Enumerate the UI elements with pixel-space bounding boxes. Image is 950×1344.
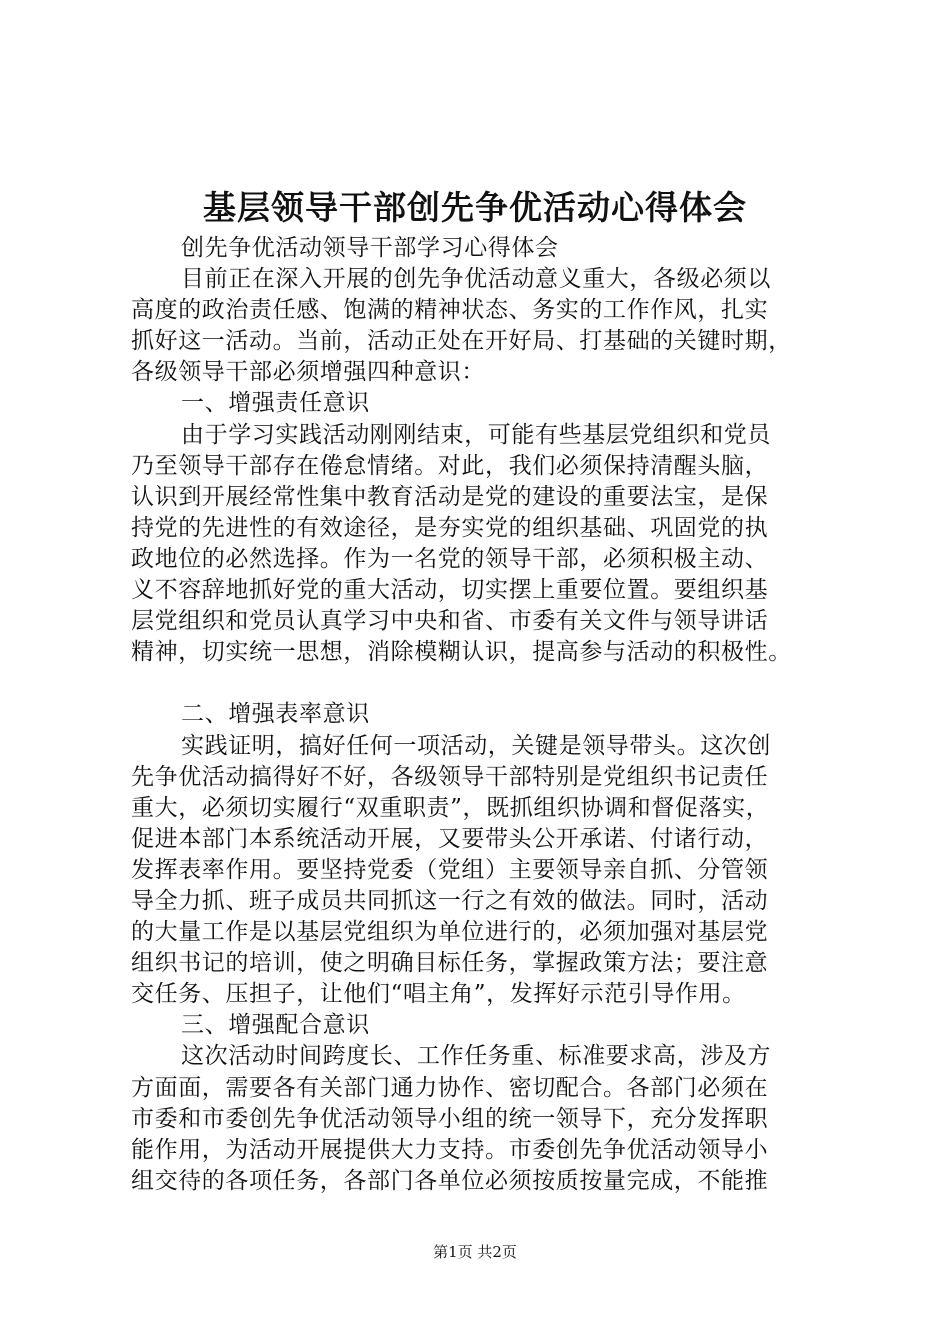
text-line: 创先争优活动领导干部学习心得体会 — [181, 235, 559, 261]
page-footer: 第1页 共2页 — [433, 1243, 517, 1261]
text-line: 二、增强表率意识 — [181, 701, 370, 728]
document-body — [131, 233, 831, 1197]
blank-line — [131, 668, 831, 699]
text-line: 这次活动时间跨度长、工作任务重、标准要求高，涉及方 — [181, 1043, 771, 1070]
text-line: 目前正在深入开展的创先争优活动意义重大，各级必须以 — [181, 266, 771, 293]
text-line: 先争优活动搞得好不好，各级领导干部特别是党组织书记责任 — [131, 763, 769, 790]
text-line: 认识到开展经常性集中教育活动是党的建设的重要法宝，是保 — [131, 483, 769, 510]
text-line: 组织书记的培训，使之明确目标任务，掌握政策方法；要注意 — [131, 950, 769, 977]
text-line: 政地位的必然选择。作为一名党的领导干部，必须积极主动、 — [131, 545, 769, 572]
text-line: 一、增强责任意识 — [181, 390, 370, 417]
text-line: 精神，切实统一思想，消除模糊认识，提高参与活动的积极性。 — [131, 639, 792, 666]
text-line: 实践证明，搞好任何一项活动，关键是领导带头。这次创 — [181, 732, 771, 759]
document-title: 基层领导干部创先争优活动心得体会 — [203, 188, 747, 227]
text-line: 交任务、压担子，让他们“唱主角”，发挥好示范引导作用。 — [131, 981, 746, 1008]
text-line: 促进本部门本系统活动开展，又要带头公开承诺、付诸行动， — [131, 825, 769, 852]
text-line: 各级领导干部必须增强四种意识： — [131, 359, 485, 386]
text-line: 乃至领导干部存在倦怠情绪。对此，我们必须保持清醒头脑， — [131, 452, 769, 479]
text-line: 义不容辞地抓好党的重大活动，切实摆上重要位置。要组织基 — [131, 577, 769, 604]
text-line: 发挥表率作用。要坚持党委（党组）主要领导亲自抓、分管领 — [131, 856, 769, 883]
text-line: 市委和市委创先争优活动领导小组的统一领导下，充分发挥职 — [131, 1105, 769, 1132]
text-line: 组交待的各项任务，各部门各单位必须按质按量完成，不能推 — [131, 1167, 769, 1194]
text-line: 由于学习实践活动刚刚结束，可能有些基层党组织和党员 — [181, 421, 771, 448]
text-line: 能作用，为活动开展提供大力支持。市委创先争优活动领导小 — [131, 1136, 769, 1163]
text-line: 抓好这一活动。当前，活动正处在开好局、打基础的关键时期， — [131, 328, 792, 355]
text-line: 高度的政治责任感、饱满的精神状态、务实的工作作风，扎实 — [131, 297, 769, 324]
text-line: 重大，必须切实履行“双重职责”，既抓组织协调和督促落实， — [131, 794, 770, 821]
text-line: 层党组织和党员认真学习中央和省、市委有关文件与领导讲话 — [131, 608, 769, 635]
text-line: 方面面，需要各有关部门通力协作、密切配合。各部门必须在 — [131, 1074, 769, 1101]
text-line: 的大量工作是以基层党组织为单位进行的，必须加强对基层党 — [131, 919, 769, 946]
text-line: 导全力抓、班子成员共同抓这一行之有效的做法。同时，活动 — [131, 887, 769, 914]
text-line: 持党的先进性的有效途径，是夯实党的组织基础、巩固党的执 — [131, 514, 769, 541]
text-line: 三、增强配合意识 — [181, 1012, 370, 1039]
